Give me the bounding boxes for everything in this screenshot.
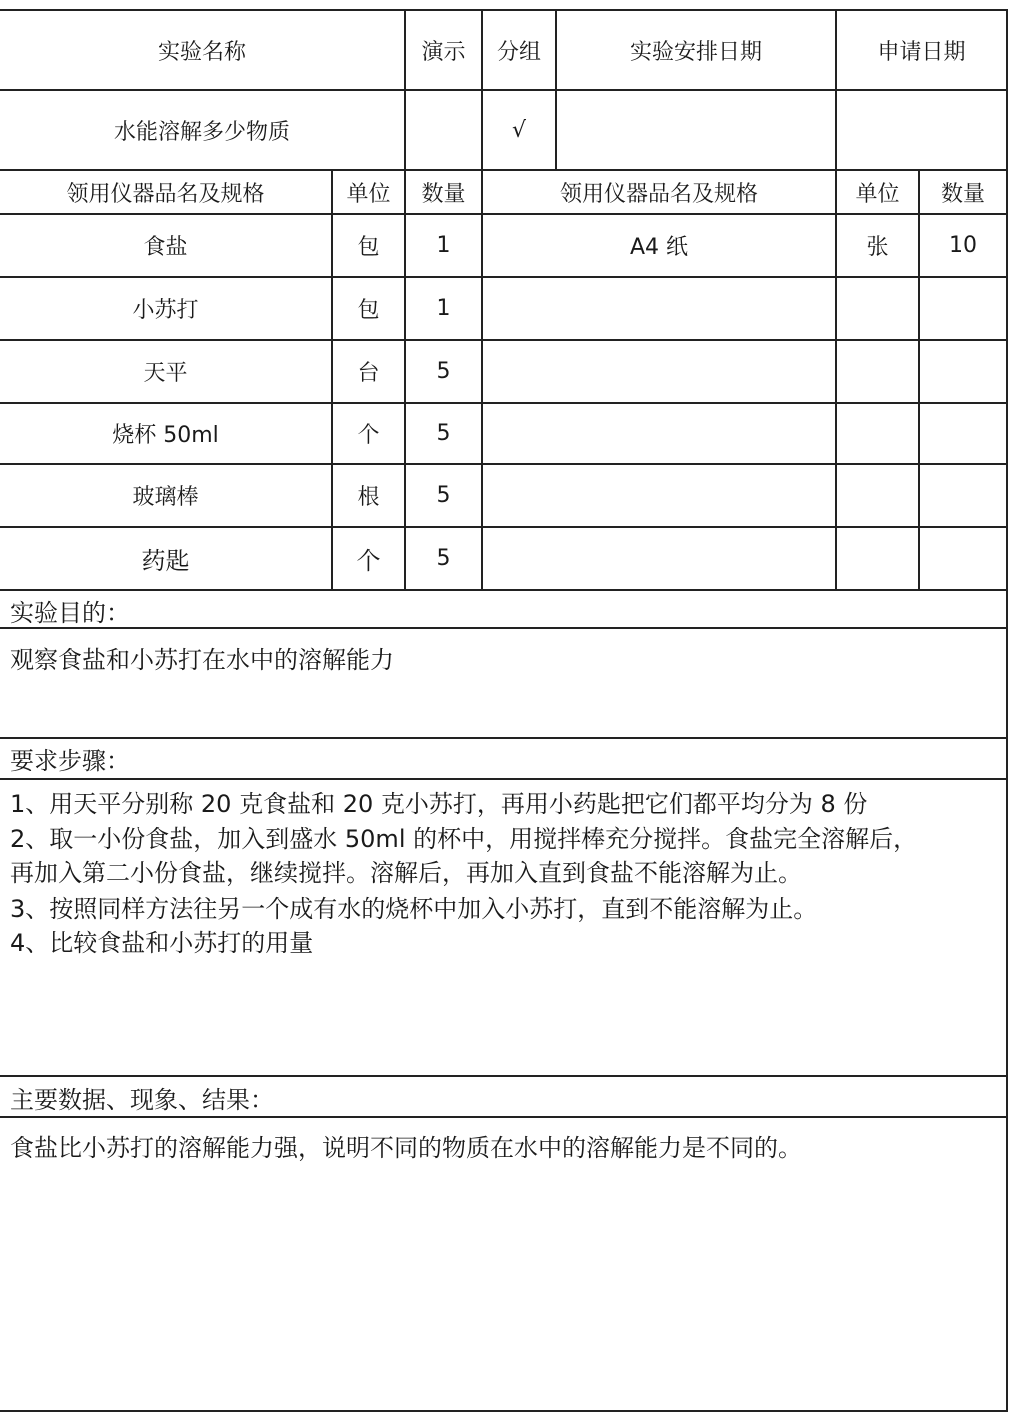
equipment-right-name	[483, 528, 835, 589]
equipment-left-unit: 根	[357, 485, 380, 510]
equipment-right-unit	[837, 341, 918, 402]
equipment-right-name	[483, 341, 835, 402]
equipment-right-qty: 10	[949, 233, 977, 258]
equipment-left-qty: 5	[436, 359, 451, 384]
equipment-left-name: 药匙	[141, 547, 190, 575]
demo-header: 演示	[421, 39, 466, 65]
step-line: 3、按照同样方法往另一个成有水的烧杯中加入小苏打，直到不能溶解为止。	[10, 895, 818, 923]
equipment-right-qty	[920, 465, 1006, 526]
equipment-left-name: 食盐	[143, 235, 188, 260]
purpose-label: 实验目的：	[10, 599, 130, 627]
results-label: 主要数据、现象、结果：	[10, 1086, 274, 1114]
demo-check	[406, 91, 481, 169]
equipment-right-qty	[920, 528, 1006, 589]
purpose-text: 观察食盐和小苏打在水中的溶解能力	[10, 646, 394, 674]
equipment-left-unit: 个	[356, 547, 381, 575]
group-check: √	[511, 117, 527, 143]
equipment-right-qty	[920, 404, 1006, 463]
equipment-left-name: 小苏打	[132, 298, 199, 323]
equipment-name-header-left: 领用仪器品名及规格	[66, 181, 265, 207]
step-line: 4、比较食盐和小苏打的用量	[10, 929, 314, 957]
equipment-right-name: A4 纸	[629, 235, 689, 260]
equipment-left-qty: 1	[436, 296, 451, 321]
equipment-name-header-right: 领用仪器品名及规格	[559, 181, 758, 207]
apply-date-header: 申请日期	[877, 39, 966, 65]
experiment-name-header: 实验名称	[157, 39, 246, 65]
equipment-right-unit: 张	[866, 235, 889, 260]
schedule-date-header: 实验安排日期	[629, 39, 762, 65]
equipment-left-qty: 1	[436, 233, 451, 258]
equipment-left-qty: 5	[436, 546, 451, 571]
equipment-left-qty: 5	[436, 421, 451, 446]
equipment-right-unit	[837, 528, 918, 589]
equipment-right-qty	[920, 278, 1006, 339]
group-header: 分组	[496, 39, 541, 65]
schedule-date-value	[557, 91, 835, 169]
equipment-right-unit	[837, 404, 918, 463]
step-line: 再加入第二小份食盐，继续搅拌。溶解后，再加入直到食盐不能溶解为止。	[10, 859, 802, 887]
equipment-left-name: 烧杯 50ml	[112, 423, 219, 448]
equipment-unit-header-left: 单位	[346, 181, 391, 207]
equipment-qty-header-left: 数量	[421, 181, 466, 207]
equipment-left-qty: 5	[436, 483, 451, 508]
equipment-right-name	[483, 278, 835, 339]
equipment-unit-header-right: 单位	[855, 181, 900, 207]
results-text: 食盐比小苏打的溶解能力强，说明不同的物质在水中的溶解能力是不同的。	[10, 1134, 802, 1162]
steps-label: 要求步骤：	[10, 747, 130, 775]
step-line: 1、用天平分别称 20 克食盐和 20 克小苏打，再用小药匙把它们都平均分为 8 份	[10, 790, 868, 818]
equipment-right-unit	[837, 278, 918, 339]
equipment-left-unit: 台	[357, 361, 380, 386]
equipment-left-name: 玻璃棒	[132, 485, 199, 510]
equipment-right-name	[483, 404, 835, 463]
equipment-left-unit: 包	[357, 298, 380, 323]
equipment-left-unit: 个	[357, 423, 380, 448]
equipment-qty-header-right: 数量	[940, 181, 985, 207]
step-line: 2、取一小份食盐，加入到盛水 50ml 的杯中，用搅拌棒充分搅拌。食盐完全溶解后，	[10, 825, 918, 853]
apply-date-value	[837, 91, 1006, 169]
equipment-left-unit: 包	[357, 235, 380, 260]
equipment-right-name	[483, 465, 835, 526]
equipment-right-unit	[837, 465, 918, 526]
equipment-left-name: 天平	[143, 361, 188, 386]
equipment-right-qty	[920, 341, 1006, 402]
experiment-name-value: 水能溶解多少物质	[113, 119, 290, 145]
